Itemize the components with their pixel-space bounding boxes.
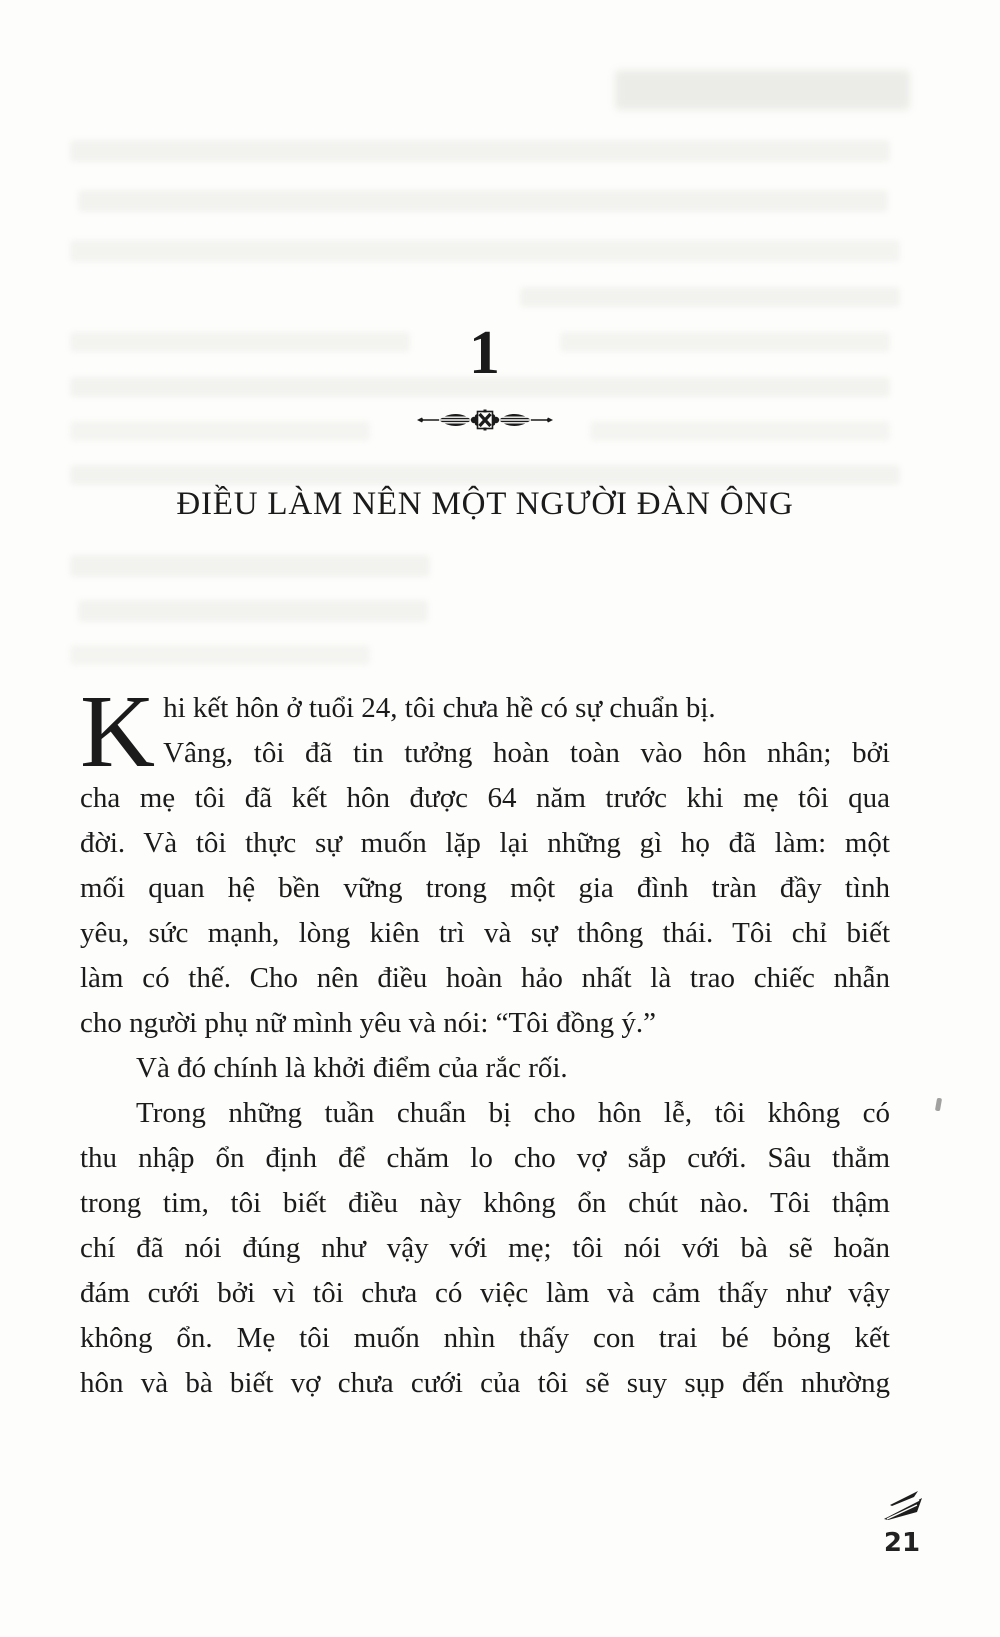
text-line: Trong những tuần chuẩn bị cho hôn lễ, tôi không có xyxy=(136,1097,890,1129)
text-line: đời. Và tôi thực sự muốn lặp lại những gì họ đã làm: một xyxy=(80,827,890,859)
bleed-through-smudge xyxy=(78,190,888,212)
drop-cap: K xyxy=(80,674,156,789)
bleed-through-smudge xyxy=(615,70,910,110)
scan-speck xyxy=(935,1098,942,1112)
bleed-through-smudge xyxy=(70,645,370,665)
page-footer xyxy=(862,1488,942,1558)
text-line: hi kết hôn ở tuổi 24, tôi chưa hề có sự chuẩn bị. xyxy=(163,692,716,724)
body-text xyxy=(80,674,890,1406)
text-line: chí đã nói đúng như vậy với mẹ; tôi nói với bà sẽ hoãn xyxy=(80,1232,890,1264)
text-line: yêu, sức mạnh, lòng kiên trì và sự thông thái. Tôi chỉ biết xyxy=(80,917,890,949)
chapter-divider-ornament xyxy=(80,408,890,437)
text-line: đám cưới bởi vì tôi chưa có việc làm và cảm thấy như vậy xyxy=(80,1277,890,1309)
text-line: cho người phụ nữ mình yêu và nói: “Tôi đồng ý.” xyxy=(80,1007,656,1039)
bleed-through-smudge xyxy=(70,465,900,485)
bleed-through-smudge xyxy=(70,555,430,577)
paragraph xyxy=(80,1046,890,1091)
publisher-logo-icon xyxy=(862,1488,942,1530)
text-line: không ổn. Mẹ tôi muốn nhìn thấy con trai bé bỏng kết xyxy=(80,1322,890,1354)
bleed-through-smudge xyxy=(78,600,428,622)
text-line: thu nhập ổn định để chăm lo cho vợ sắp cưới. Sâu thẳm xyxy=(80,1142,890,1174)
text-line: trong tim, tôi biết điều này không ổn chút nào. Tôi thậm xyxy=(80,1187,890,1219)
text-line: hôn và bà biết vợ chưa cưới của tôi sẽ suy sụp đến nhường xyxy=(80,1367,890,1399)
text-line: Vâng, tôi đã tin tưởng hoàn toàn vào hôn nhân; bởi xyxy=(163,737,890,769)
fleuron-ornament-icon xyxy=(415,408,555,432)
paragraph xyxy=(80,1091,890,1406)
bleed-through-smudge xyxy=(520,287,900,307)
text-line: cha mẹ tôi đã kết hôn được 64 năm trước khi mẹ tôi qua xyxy=(80,782,890,814)
text-line: làm có thế. Cho nên điều hoàn hảo nhất là trao chiếc nhẫn xyxy=(80,962,890,994)
chapter-number: 1 xyxy=(469,319,501,387)
paragraph xyxy=(80,674,890,1046)
chapter-title: ĐIỀU LÀM NÊN MỘT NGƯỜI ĐÀN ÔNG xyxy=(176,486,794,522)
bleed-through-smudge xyxy=(70,240,900,262)
text-line: mối quan hệ bền vững trong một gia đình tràn đầy tình xyxy=(80,872,890,904)
page-number: 21 xyxy=(883,1528,921,1558)
bleed-through-smudge xyxy=(70,140,890,162)
text-line: Và đó chính là khởi điểm của rắc rối. xyxy=(136,1052,568,1084)
